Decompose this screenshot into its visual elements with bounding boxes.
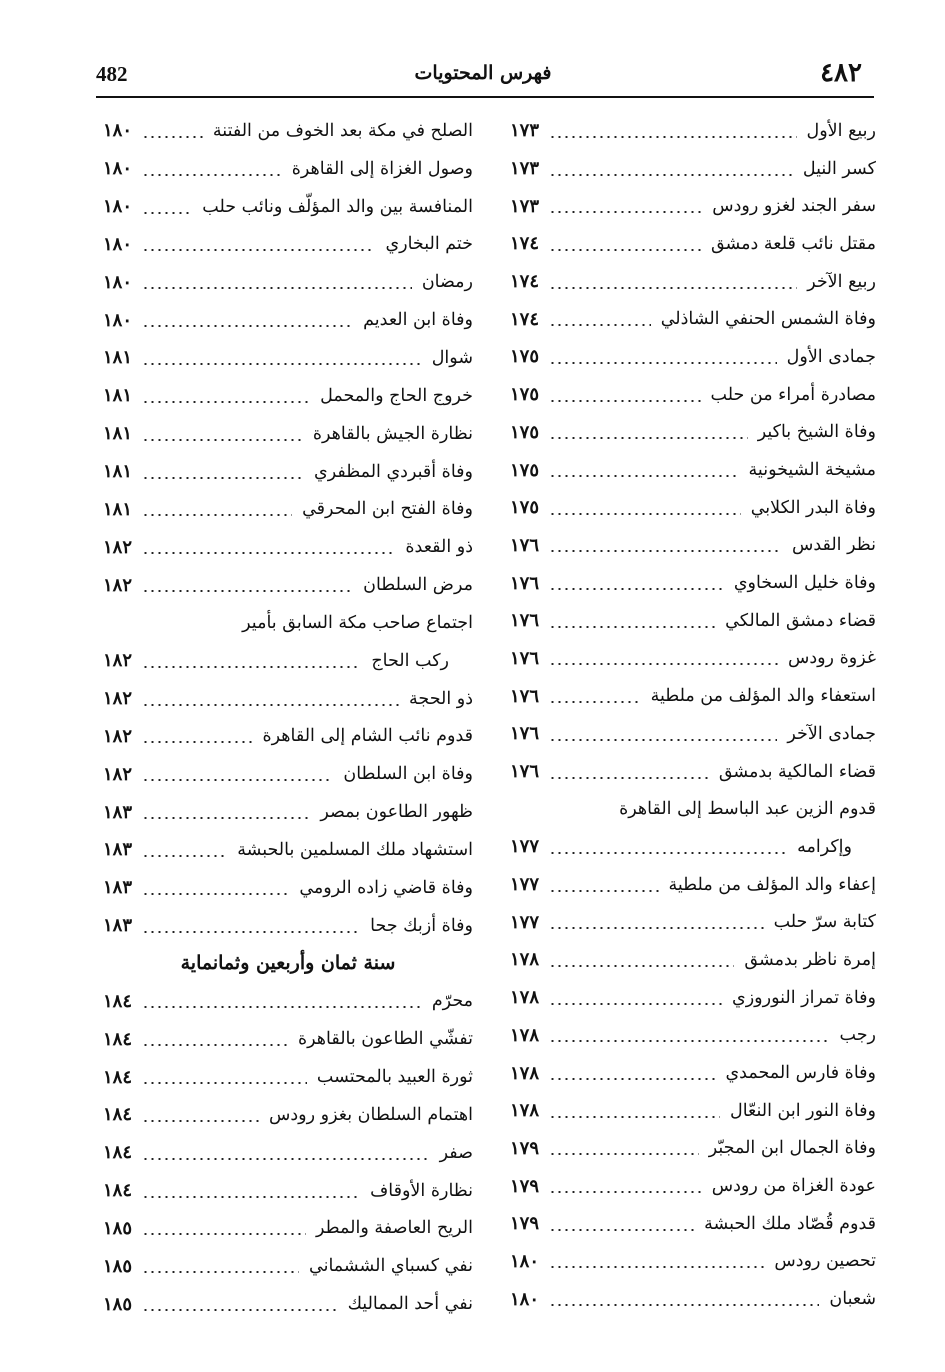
- toc-entry: [510, 376, 876, 414]
- toc-entry: [510, 640, 876, 678]
- toc-entry-page: ١٨٣: [103, 877, 133, 899]
- toc-entry-page: ١٨٤: [103, 1104, 133, 1126]
- toc-entry-title: تفشّي الطاعون بالقاهرة: [297, 1029, 473, 1050]
- toc-entry-page: ١٨١: [103, 347, 133, 369]
- page-header: [96, 52, 870, 98]
- toc-entry: [510, 1017, 876, 1055]
- dot-leader: [549, 1304, 819, 1306]
- dot-leader: [142, 779, 333, 781]
- toc-entry-page: ١٧٨: [510, 949, 540, 971]
- header-rule: [96, 96, 874, 98]
- dot-leader: [549, 475, 739, 477]
- toc-entry: [103, 339, 473, 377]
- toc-entry-page: ١٧٩: [510, 1213, 540, 1235]
- dot-leader: [549, 739, 777, 741]
- toc-entry-title: مشيخة الشيخونية: [748, 460, 876, 481]
- toc-entry-title: قدوم قُصّاد ملك الحبشة: [704, 1213, 876, 1234]
- toc-entry-title: شوال: [431, 347, 473, 368]
- page-title: فهرس المحتويات: [414, 62, 552, 84]
- toc-entry-page: ١٨٢: [103, 574, 133, 596]
- toc-entry-title: خروج الحاج والمحمل: [320, 385, 473, 406]
- toc-entry-title: وفاة قاضي زاده الرومي: [299, 877, 473, 898]
- toc-entry-page: ١٨٠: [103, 158, 133, 180]
- toc-entry: [510, 564, 876, 602]
- toc-entry-title: جمادى الآخر: [787, 723, 876, 744]
- toc-entry-page: ١٧٥: [510, 384, 540, 406]
- toc-entry-title: وفاة فارس المحمدي: [725, 1063, 876, 1084]
- toc-entry-page: ١٧٤: [510, 308, 540, 330]
- toc-entry: [510, 1280, 876, 1318]
- toc-entry-page: ١٨٤: [103, 1180, 133, 1202]
- toc-entry: [510, 150, 876, 188]
- dot-leader: [549, 852, 787, 854]
- toc-entry-title: ذو الحجة: [409, 688, 473, 709]
- dot-leader: [142, 931, 360, 933]
- page-number-arabic: ٤٨٢: [820, 58, 862, 88]
- dot-leader: [549, 626, 715, 628]
- toc-entry: [103, 1058, 473, 1096]
- toc-entry-page: ١٧٧: [510, 911, 540, 933]
- toc-entry-title: استعفاء والد المؤلف من ملطية: [650, 686, 876, 707]
- toc-entry-page: ١٨٠: [510, 1250, 540, 1272]
- toc-entry-page: ١٧٣: [510, 120, 540, 142]
- toc-entry-page: ١٨٠: [103, 309, 133, 331]
- toc-entry-page: ١٧٣: [510, 158, 540, 180]
- dot-leader: [142, 741, 252, 743]
- toc-entry: [510, 414, 876, 452]
- toc-entry-page: ١٨٢: [103, 763, 133, 785]
- toc-entry-page: ١٨٣: [103, 915, 133, 937]
- dot-leader: [549, 513, 741, 515]
- toc-entry: [510, 677, 876, 715]
- toc-entry-page: ١٧٤: [510, 233, 540, 255]
- toc-entry-title: محرّم: [431, 991, 473, 1012]
- dot-leader: [549, 965, 734, 967]
- toc-entry: [103, 869, 473, 907]
- toc-entry-page: ١٨٠: [510, 1288, 540, 1310]
- toc-entry: [103, 150, 473, 188]
- dot-leader: [142, 552, 395, 554]
- toc-entry-title: ظهور الطاعون بمصر: [320, 802, 473, 823]
- toc-entry-title: إمرة ناظر بدمشق: [744, 949, 876, 970]
- dot-leader: [549, 1191, 702, 1193]
- toc-entry-title: كسر النيل: [802, 158, 876, 179]
- toc-entry: [510, 338, 876, 376]
- dot-leader: [142, 1309, 338, 1311]
- toc-entry-page: ١٨٥: [103, 1217, 133, 1239]
- toc-entry-page: ١٧٥: [510, 459, 540, 481]
- toc-entry-page: ١٨٢: [103, 650, 133, 672]
- toc-entry-title: رجب: [839, 1025, 876, 1046]
- toc-entry-title: ربيع الأول: [806, 120, 876, 141]
- toc-entry-page: ١٧٦: [510, 647, 540, 669]
- toc-entry: [510, 1130, 876, 1168]
- toc-entry-page: ١٨٠: [103, 271, 133, 293]
- toc-entry-title: قضاء دمشق المالكي: [725, 610, 876, 631]
- toc-entry-title: وفاة تمراز النوروزي: [732, 987, 876, 1008]
- toc-entry-page: ١٧٥: [510, 421, 540, 443]
- dot-leader: [549, 1266, 764, 1268]
- toc-entry: [510, 489, 876, 527]
- toc-entry-page: ١٨٠: [103, 120, 133, 142]
- dot-leader: [142, 136, 203, 138]
- dot-leader: [549, 174, 793, 176]
- toc-entry: [510, 451, 876, 489]
- toc-entry-title: غزوة رودس: [787, 648, 876, 669]
- toc-entry-title: مقتل نائب قلعة دمشق: [710, 233, 876, 254]
- dot-leader: [549, 927, 764, 929]
- dot-leader: [549, 249, 701, 251]
- dot-leader: [549, 1003, 722, 1005]
- dot-leader: [549, 362, 777, 364]
- dot-leader: [142, 666, 361, 668]
- dot-leader: [142, 1120, 259, 1122]
- toc-entry-title: ثورة العبيد بالمحتسب: [316, 1067, 473, 1088]
- toc-entry-page: ١٨٤: [103, 1066, 133, 1088]
- dot-leader: [549, 136, 796, 138]
- toc-entry-page: ١٨٣: [103, 801, 133, 823]
- toc-entry: [103, 680, 473, 718]
- toc-entry: [103, 1134, 473, 1172]
- dot-leader: [549, 324, 651, 326]
- toc-entry-title: نظارة الجيش بالقاهرة: [312, 423, 473, 444]
- toc-entry-title: وفاة الفتح ابن المحرقي: [302, 499, 473, 520]
- toc-entry-title: نظر القدس: [791, 535, 876, 556]
- toc-entry-title: اجتماع صاحب مكة السابق بأمير: [242, 612, 473, 633]
- toc-entry-title: إعفاء والد المؤلف من ملطية: [668, 874, 876, 895]
- toc-entry: [510, 112, 876, 150]
- toc-entry-title: وفاة الشيخ باكير: [757, 422, 876, 443]
- toc-entry-page: ١٨٣: [103, 839, 133, 861]
- toc-entry-title: نفي أحد المماليك: [347, 1294, 473, 1315]
- toc-entry-title: سنة ثمان وأربعين وثمانماية: [180, 952, 396, 975]
- toc-entry-title: وفاة ابن السلطان: [343, 764, 473, 785]
- toc-entry-title: ختم البخاري: [385, 234, 473, 255]
- dot-leader: [549, 1078, 715, 1080]
- dot-leader: [142, 1233, 306, 1235]
- dot-leader: [142, 1006, 422, 1008]
- toc-entry: [103, 831, 473, 869]
- toc-left-column: [103, 112, 473, 1323]
- dot-leader: [142, 1196, 360, 1198]
- dot-leader: [142, 1158, 430, 1160]
- dot-leader: [142, 287, 412, 289]
- toc-entry-title: اهتمام السلطان بغزو رودس: [269, 1104, 473, 1125]
- toc-entry: [103, 377, 473, 415]
- toc-entry-page: ١٨١: [103, 461, 133, 483]
- toc-entry-page: ١٧٦: [510, 534, 540, 556]
- toc-entry-page: ١٨٥: [103, 1293, 133, 1315]
- dot-leader: [549, 1153, 699, 1155]
- dot-leader: [549, 550, 782, 552]
- dot-leader: [549, 287, 797, 289]
- toc-entry: [103, 907, 473, 945]
- toc-entry-title: المنافسة بين والد المؤلّف ونائب حلب: [202, 196, 473, 217]
- toc-entry-title: عودة الغزاة من رودس: [711, 1176, 876, 1197]
- toc-entry-title: جمادى الأول: [786, 346, 876, 367]
- toc-entry-title: تحصين رودس: [774, 1251, 876, 1272]
- toc-entry-page: ١٧٩: [510, 1137, 540, 1159]
- toc-entry: [103, 982, 473, 1020]
- toc-entry-title: وفاة خليل السخاوي: [733, 573, 876, 594]
- toc-entry-page: ١٨٤: [103, 990, 133, 1012]
- toc-entry-title: وفاة أقبردي المظفري: [314, 461, 473, 482]
- toc-entry: [103, 1247, 473, 1285]
- toc-entry: [103, 263, 473, 301]
- toc-entry-page: ١٧٦: [510, 610, 540, 632]
- dot-leader: [549, 701, 641, 703]
- toc-entry-title: كتابة سرّ حلب: [773, 912, 876, 933]
- toc-entry: [103, 528, 473, 566]
- toc-entry-title: ذو القعدة: [405, 537, 473, 558]
- toc-entry: [510, 828, 876, 866]
- toc-entry-title: شعبان: [829, 1289, 876, 1310]
- toc-entry: [103, 1209, 473, 1247]
- toc-entry-page: ١٧٨: [510, 1062, 540, 1084]
- toc-entry-page: ١٨٢: [103, 536, 133, 558]
- toc-entry: [103, 188, 473, 226]
- toc-entry-page: ١٨٠: [103, 196, 133, 218]
- toc-entry: [510, 979, 876, 1017]
- dot-leader: [142, 363, 422, 365]
- toc-entry: [103, 415, 473, 453]
- toc-entry: [510, 263, 876, 301]
- dot-leader: [142, 1082, 307, 1084]
- toc-entry-page: ١٧٩: [510, 1175, 540, 1197]
- toc-entry-title: وفاة البدر الكلابي: [750, 497, 876, 518]
- toc-entry-page: ١٨٥: [103, 1255, 133, 1277]
- dot-leader: [549, 400, 701, 402]
- toc-entry-title: مرض السلطان: [363, 575, 473, 596]
- toc-entry: [510, 300, 876, 338]
- toc-entry: [510, 1205, 876, 1243]
- toc-entry: [510, 187, 876, 225]
- toc-entry-page: ١٧٣: [510, 195, 540, 217]
- dot-leader: [142, 439, 303, 441]
- toc-entry-title: نظارة الأوقاف: [370, 1180, 473, 1201]
- toc-entry-page: ١٧٧: [510, 874, 540, 896]
- toc-entry-page: ١٧٤: [510, 271, 540, 293]
- dot-leader: [549, 1116, 720, 1118]
- toc-entry: [510, 1243, 876, 1281]
- dot-leader: [142, 514, 292, 516]
- toc-entry-page: ١٨١: [103, 423, 133, 445]
- toc-entry-title: وفاة النور ابن النعّال: [730, 1100, 876, 1121]
- toc-entry: [103, 1172, 473, 1210]
- toc-entry-page: ١٨٢: [103, 725, 133, 747]
- toc-entry-page: ١٧٦: [510, 572, 540, 594]
- toc-entry-title: الصلح في مكة بعد الخوف من الفتنة: [212, 120, 473, 141]
- toc-entry-title: ربيع الآخر: [807, 271, 876, 292]
- toc-entry-page: ١٨٤: [103, 1028, 133, 1050]
- toc-entry-page: ١٧٧: [510, 836, 540, 858]
- toc-entry-page: ١٧٨: [510, 1024, 540, 1046]
- toc-entry-title: وفاة أزبك جحا: [370, 915, 473, 936]
- toc-entry: [510, 790, 876, 828]
- dot-leader: [549, 890, 659, 892]
- toc-entry-title: قدوم الزين عبد الباسط إلى القاهرة: [619, 799, 876, 820]
- dot-leader: [549, 211, 702, 213]
- toc-entry: [103, 1096, 473, 1134]
- dot-leader: [142, 174, 282, 176]
- toc-entry-page: ١٨١: [103, 498, 133, 520]
- toc-entry-page: ١٧٥: [510, 497, 540, 519]
- toc-entry: [510, 225, 876, 263]
- toc-entry: [103, 755, 473, 793]
- toc-entry-title: استشهاد ملك المسلمين بالحبشة: [237, 839, 473, 860]
- toc-entry: [510, 527, 876, 565]
- toc-entry-title: وفاة الشمس الحنفي الشاذلي: [660, 309, 876, 330]
- toc-entry-page: ١٧٦: [510, 761, 540, 783]
- dot-leader: [142, 249, 375, 251]
- dot-leader: [113, 628, 232, 630]
- dot-leader: [142, 477, 304, 479]
- toc-entry: [103, 642, 473, 680]
- dot-leader: [142, 212, 192, 214]
- dot-leader: [142, 590, 353, 592]
- toc-entry-page: ١٧٦: [510, 685, 540, 707]
- toc-entry: [510, 715, 876, 753]
- toc-entry: [103, 301, 473, 339]
- toc-entry-page: ١٧٨: [510, 987, 540, 1009]
- toc-entry-title: قدوم نائب الشام إلى القاهرة: [262, 726, 473, 747]
- toc-entry: [103, 490, 473, 528]
- dot-leader: [142, 817, 310, 819]
- toc-entry-title: صفر: [439, 1142, 473, 1163]
- toc-entry-title: رمضان: [421, 272, 473, 293]
- toc-entry-title: وفاة الجمال ابن المجبّر: [708, 1138, 876, 1159]
- toc-entry: [510, 941, 876, 979]
- toc-entry: [510, 903, 876, 941]
- dot-leader: [549, 663, 778, 665]
- toc-entry-title: سفر الجند لغزو رودس: [712, 196, 876, 217]
- toc-entry-page: ١٨٤: [103, 1142, 133, 1164]
- page-number-latin: 482: [96, 62, 128, 86]
- toc-entry: [103, 604, 473, 642]
- toc-entry-title: ركب الحاج: [371, 650, 449, 671]
- toc-entry: [103, 1285, 473, 1323]
- dot-leader: [142, 704, 399, 706]
- toc-right-column: [510, 112, 876, 1318]
- dot-leader: [142, 893, 289, 895]
- toc-entry-title: نفي كسباي الششماني: [308, 1256, 473, 1277]
- toc-entry-title: وإكرامه: [797, 836, 852, 857]
- toc-entry: [103, 112, 473, 150]
- toc-entry: [103, 945, 473, 983]
- toc-entry-title: قضاء المالكية بدمشق: [718, 761, 876, 782]
- toc-entry: [103, 453, 473, 491]
- toc-entry-page: ١٧٨: [510, 1100, 540, 1122]
- dot-leader: [549, 588, 724, 590]
- toc-entry-title: مصادرة أمراء من حلب: [710, 384, 876, 405]
- toc-entry: [510, 1054, 876, 1092]
- dot-leader: [142, 855, 227, 857]
- dot-leader: [549, 437, 748, 439]
- dot-leader: [549, 777, 709, 779]
- toc-entry-page: ١٧٥: [510, 346, 540, 368]
- toc-entry: [103, 1020, 473, 1058]
- toc-entry: [510, 753, 876, 791]
- toc-entry: [510, 866, 876, 904]
- dot-leader: [520, 814, 609, 816]
- dot-leader: [142, 1044, 288, 1046]
- dot-leader: [549, 1040, 830, 1042]
- toc-entry-page: ١٧٦: [510, 723, 540, 745]
- toc-entry-title: الريح العاصفة والمطر: [316, 1218, 473, 1239]
- toc-entry-page: ١٨٢: [103, 688, 133, 710]
- dot-leader: [142, 325, 353, 327]
- toc-entry: [103, 566, 473, 604]
- dot-leader: [142, 1271, 299, 1273]
- toc-entry-page: ١٨٠: [103, 233, 133, 255]
- toc-entry: [510, 602, 876, 640]
- toc-entry-page: ١٨١: [103, 385, 133, 407]
- toc-entry: [510, 1167, 876, 1205]
- toc-entry: [103, 718, 473, 756]
- toc-entry: [510, 1092, 876, 1130]
- toc-entry-title: وصول الغزاة إلى القاهرة: [291, 158, 473, 179]
- toc-entry: [103, 793, 473, 831]
- toc-entry-title: وفاة ابن العديم: [363, 310, 473, 331]
- toc-entry: [103, 226, 473, 264]
- dot-leader: [549, 1229, 694, 1231]
- dot-leader: [142, 401, 310, 403]
